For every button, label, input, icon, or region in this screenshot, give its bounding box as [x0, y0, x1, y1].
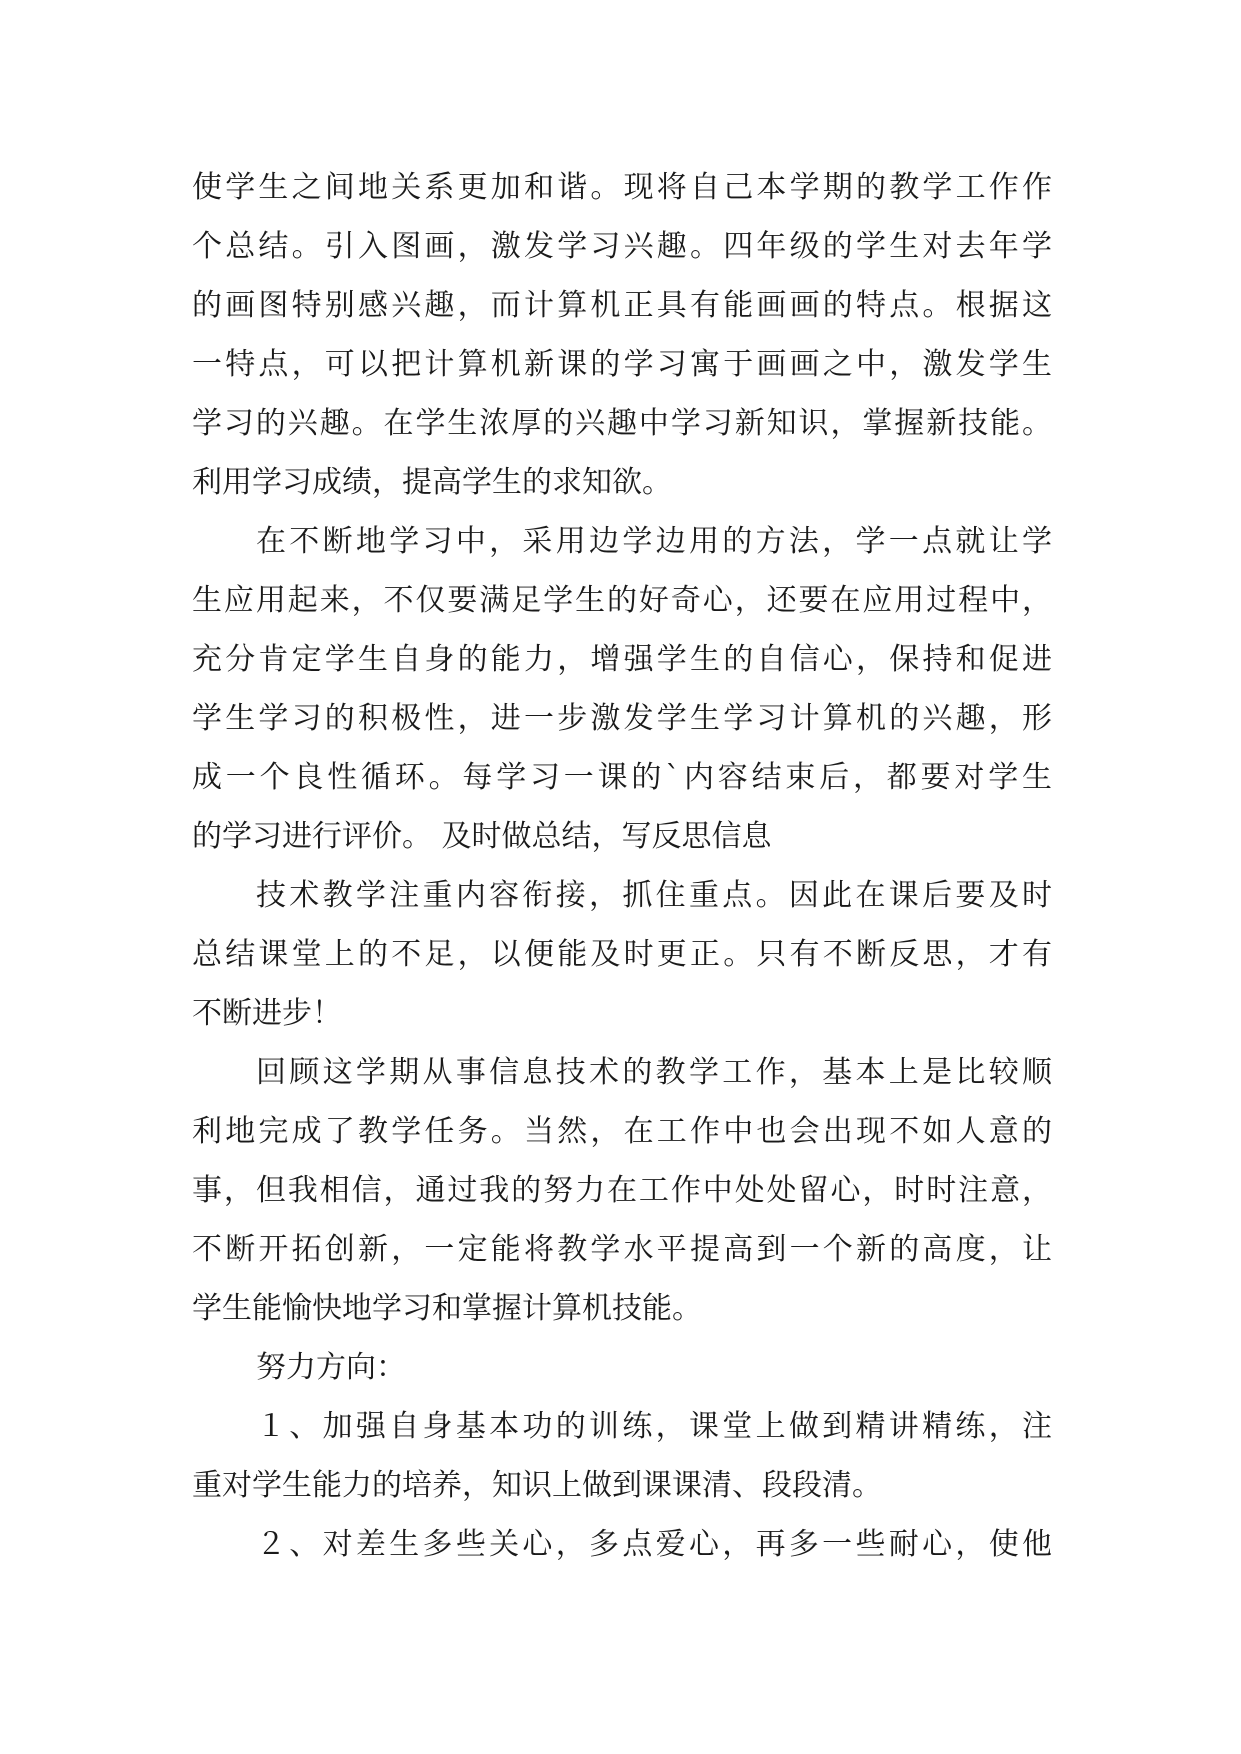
- text-line: 在不断地学习中，采用边学边用的方法，学一点就让学: [256, 524, 1052, 559]
- text-line: 学生学习的积极性，进一步激发学生学习计算机的兴趣，形: [192, 701, 1052, 736]
- list-item: [192, 1515, 1052, 1574]
- text-line: 回顾这学期从事信息技术的教学工作，基本上是比较顺: [256, 1055, 1052, 1090]
- text-line: １、加强自身基本功的训练，课堂上做到精讲精练，注: [256, 1409, 1052, 1444]
- text-line: 使学生之间地关系更加和谐。现将自己本学期的教学工作作: [192, 170, 1052, 205]
- text-line: 成一个良性循环。每学习一课的`内容结束后，都要对学生: [192, 760, 1052, 795]
- text-line: 重对学生能力的培养，知识上做到课课清、段段清。: [192, 1468, 882, 1503]
- text-line: 生应用起来，不仅要满足学生的好奇心，还要在应用过程中，: [192, 583, 1052, 618]
- paragraph: [192, 512, 1052, 866]
- text-line: 一特点，可以把计算机新课的学习寓于画画之中，激发学生: [192, 347, 1052, 382]
- paragraph: [192, 1043, 1052, 1338]
- text-line: 的学习进行评价。 及时做总结，写反思信息: [192, 819, 772, 854]
- text-line: 事，但我相信，通过我的努力在工作中处处留心，时时注意，: [192, 1173, 1052, 1208]
- text-line: 学生能愉快地学习和掌握计算机技能。: [192, 1291, 702, 1326]
- text-line: 不断进步！: [192, 996, 342, 1031]
- text-line: 充分肯定学生自身的能力，增强学生的自信心，保持和促进: [192, 642, 1052, 677]
- paragraph-continued: [192, 158, 1052, 512]
- text-line: 个总结。引入图画，激发学习兴趣。四年级的学生对去年学: [192, 229, 1052, 264]
- text-line: 技术教学注重内容衔接，抓住重点。因此在课后要及时: [256, 878, 1052, 913]
- text-line: 的画图特别感兴趣，而计算机正具有能画画的特点。根据这: [192, 288, 1052, 323]
- document-body: [192, 158, 1052, 1574]
- text-line: 不断开拓创新，一定能将教学水平提高到一个新的高度，让: [192, 1232, 1052, 1267]
- text-line: ２、对差生多些关心，多点爱心，再多一些耐心，使他: [256, 1527, 1052, 1562]
- text-line: 学习的兴趣。在学生浓厚的兴趣中学习新知识，掌握新技能。: [192, 406, 1052, 441]
- list-item: [192, 1397, 1052, 1515]
- paragraph: [192, 866, 1052, 1043]
- text-line: 利用学习成绩，提高学生的求知欲。: [192, 465, 672, 500]
- section-heading: [192, 1338, 1052, 1397]
- text-line: 总结课堂上的不足，以便能及时更正。只有不断反思，才有: [192, 937, 1052, 972]
- text-line: 努力方向：: [256, 1350, 406, 1385]
- text-line: 利地完成了教学任务。当然，在工作中也会出现不如人意的: [192, 1114, 1052, 1149]
